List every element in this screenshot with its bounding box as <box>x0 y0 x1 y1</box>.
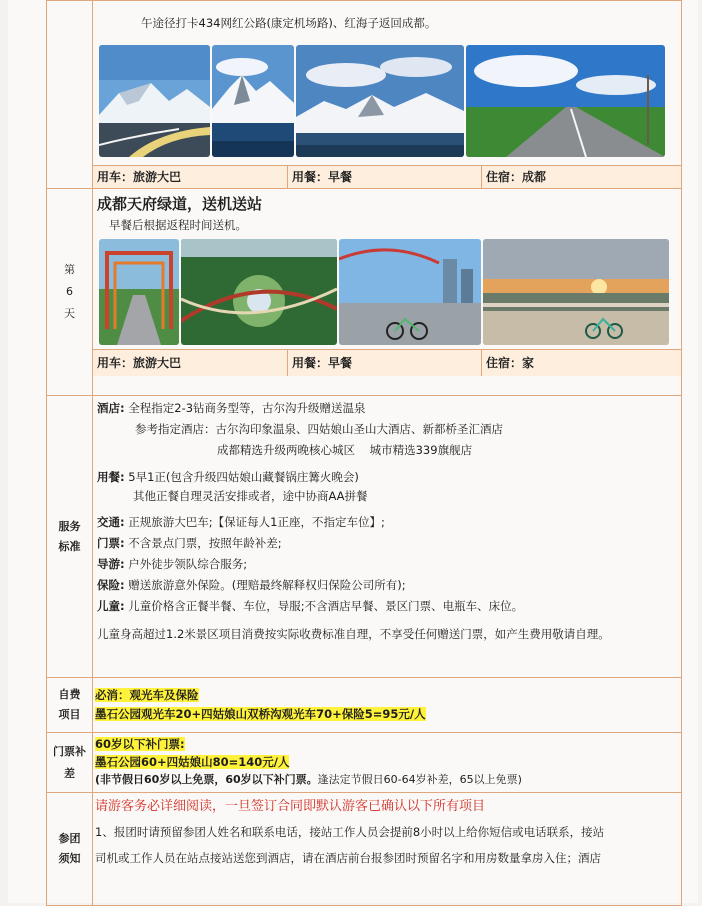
photo-snow-mountain-lake <box>212 45 294 157</box>
service-insurance: 保险: 赠送旅游意外保险。(理赔最终解释权归保险公司所有); <box>97 578 406 592</box>
day5-info-band <box>93 165 681 188</box>
ticket-diff-line3a: (非节假日60岁以上免票，60岁以下补门票。 <box>95 773 318 786</box>
notice-content <box>93 793 682 906</box>
itinerary-table <box>46 0 682 906</box>
selfpay-line2: 墨石公园观光车20+四姑娘山双桥沟观光车70+保险5=95元/人 <box>95 707 426 721</box>
day6-label: 第 6 天 <box>47 189 93 396</box>
notice-p1: 1、报团时请预留参团人姓名和联系电话，接站工作人员会提前8小时以上给你短信或电话联系，接站 <box>95 825 605 839</box>
day6-stay: 住宿：家 <box>481 350 681 376</box>
day6-row <box>47 189 682 396</box>
photo-greenway-arch <box>99 239 179 345</box>
day6-content <box>93 189 682 396</box>
service-meal-sub: 其他正餐自理灵活安排或者，途中协商AA拼餐 <box>133 489 368 503</box>
day6-meals: 用餐：早餐 <box>287 350 481 376</box>
selfpay-line1: 必消：观光车及保险 <box>95 688 199 702</box>
ticket-diff-content <box>93 733 682 793</box>
day5-transport: 用车：旅游大巴 <box>97 170 182 184</box>
photo-greenway-garden-aerial <box>181 239 337 345</box>
day5-row <box>47 1 682 189</box>
photo-snow-range-valley <box>296 45 464 157</box>
ticket-diff-label: 门票补 差 <box>47 733 93 793</box>
notice-p2: 司机或工作人员在站点接站送您到酒店，请在酒店前台报参团时预留名字和用房数量拿房入住；酒店 <box>95 851 601 865</box>
ticket-diff-line3b: 逢法定节假日60-64岁补差，65以上免票) <box>317 773 522 786</box>
day5-label <box>47 1 93 189</box>
photo-snow-mountain-road <box>99 45 210 157</box>
ticket-diff-line1: 60岁以下补门票: <box>95 737 185 751</box>
day6-photos <box>93 239 681 345</box>
service-meal: 用餐: 5早1正(包含升级四姑娘山藏餐锅庄篝火晚会) <box>97 470 359 484</box>
service-traffic: 交通: 正规旅游大巴车;【保证每人1正座，不指定车位】; <box>97 515 385 529</box>
service-ticket: 门票: 不含景点门票，按照年龄补差; <box>97 536 282 550</box>
day5-stay: 住宿：成都 <box>481 166 681 188</box>
photo-city-bike-path <box>339 239 481 345</box>
photo-sunset-bridge-bike <box>483 239 669 345</box>
document-sheet <box>8 0 698 903</box>
service-content <box>93 396 682 678</box>
service-row <box>47 396 682 678</box>
service-hotel: 酒店: 全程指定2-3钻商务型等，古尔沟升级赠送温泉 <box>97 401 366 415</box>
day6-info-band <box>93 349 681 376</box>
day5-photos <box>93 45 681 157</box>
service-hotel-ref1: 参考指定酒店：古尔沟印象温泉、四姑娘山圣山大酒店、新都桥圣汇酒店 <box>135 422 503 436</box>
ticket-diff-line2: 墨石公园60+四姑娘山80=140元/人 <box>95 755 290 769</box>
service-label: 服务 标准 <box>47 396 93 678</box>
day6-title: 成都天府绿道，送机送站 <box>97 195 263 213</box>
selfpay-content <box>93 678 682 733</box>
day6-desc: 早餐后根据返程时间送机。 <box>109 218 247 232</box>
day5-content <box>93 1 682 189</box>
service-child: 儿童: 儿童价格含正餐半餐、车位，导服;不含酒店早餐、景区门票、电瓶车、床位。 <box>97 599 524 613</box>
selfpay-row <box>47 678 682 733</box>
ticket-diff-row <box>47 733 682 793</box>
notice-headline: 请游客务必详细阅读，一旦签订合同即默认游客已确认以下所有项目 <box>95 799 486 814</box>
day5-intro: 午途径打卡434网红公路(康定机场路)、红海子返回成都。 <box>141 16 437 30</box>
day5-meals: 用餐：早餐 <box>287 166 481 188</box>
service-hotel-ref2: 成都精选升级两晚核心城区 城市精选339旗舰店 <box>217 443 473 457</box>
notice-label: 参团 须知 <box>47 793 93 906</box>
service-guide: 导游: 户外徒步领队综合服务; <box>97 557 248 571</box>
notice-row <box>47 793 682 906</box>
selfpay-label: 自费 项目 <box>47 678 93 733</box>
day6-transport: 用车：旅游大巴 <box>97 356 182 370</box>
photo-grassland-highway <box>466 45 665 157</box>
service-child-note: 儿童身高超过1.2米景区项目消费按实际收费标准自理，不享受任何赠送门票，如产生费用敬请自理。 <box>97 627 610 641</box>
